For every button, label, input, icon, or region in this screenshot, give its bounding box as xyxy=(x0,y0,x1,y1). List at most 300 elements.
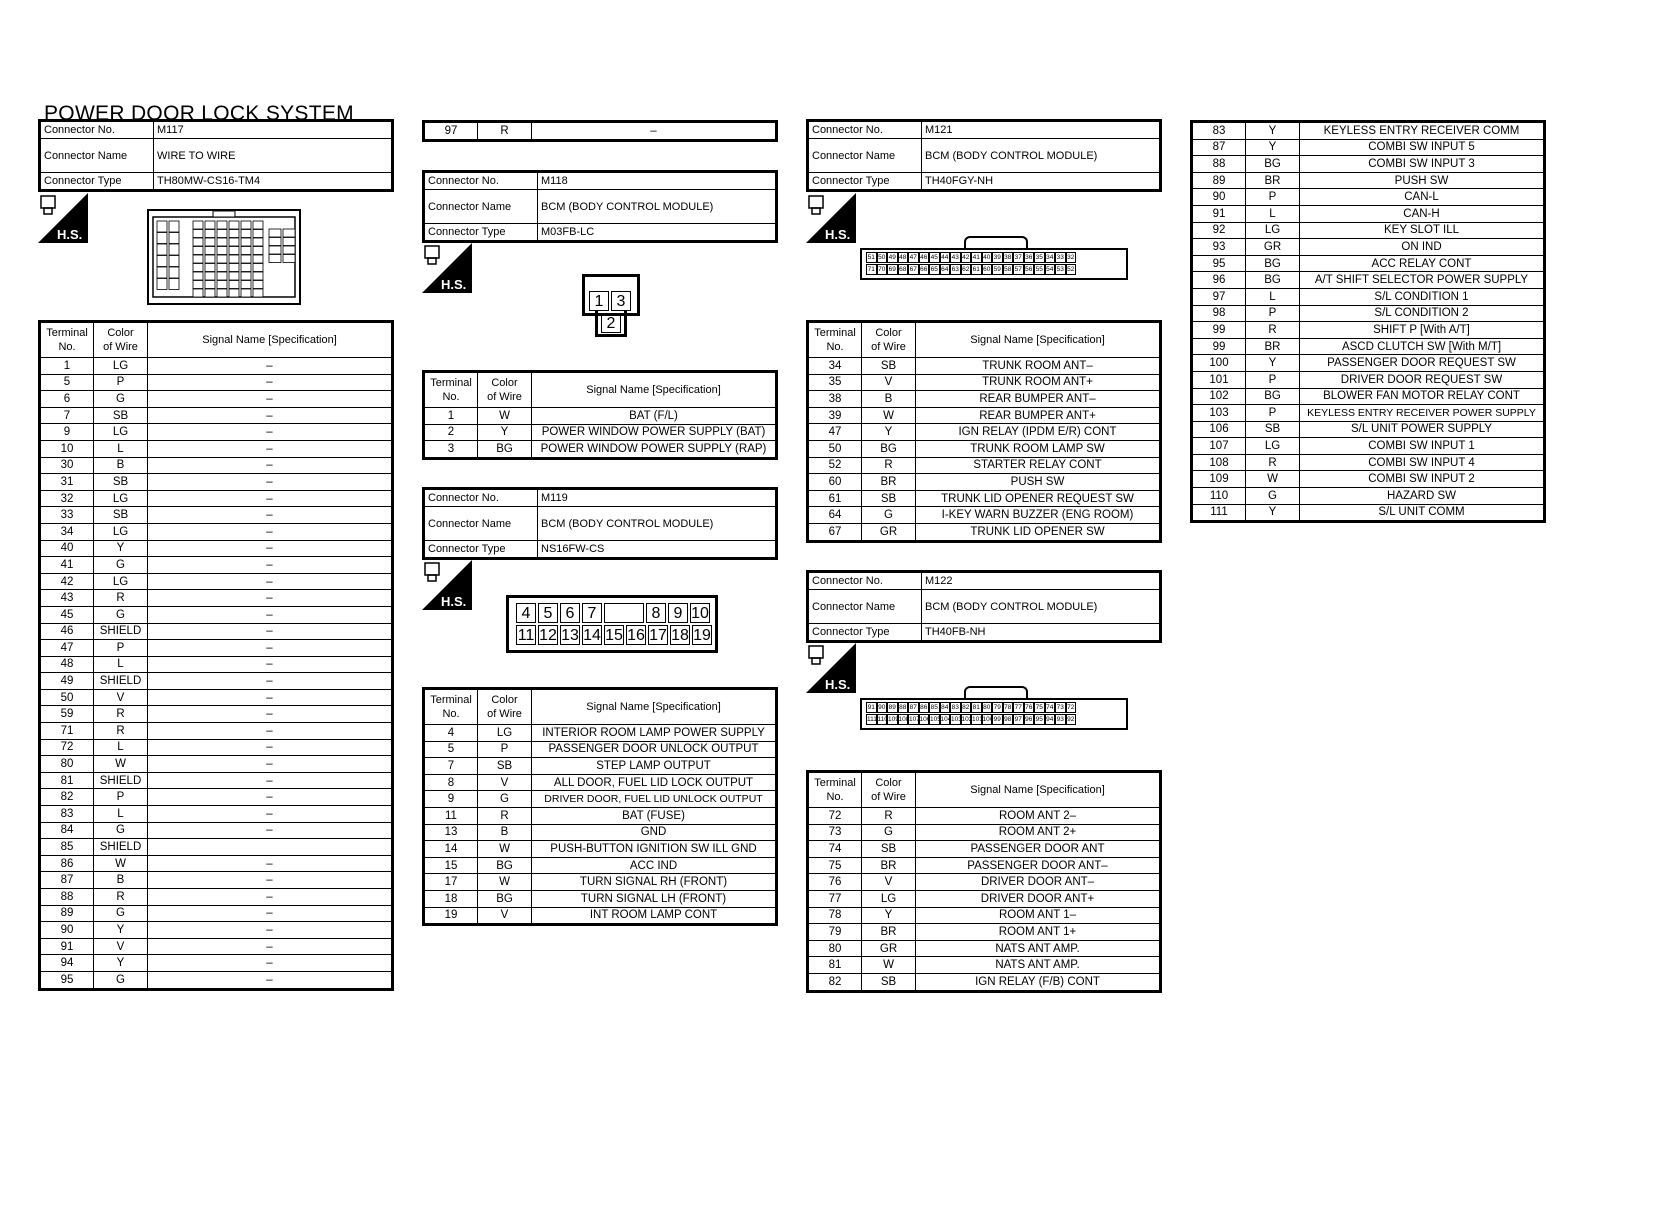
pin: 101 xyxy=(972,716,983,723)
connector-no-value: M117 xyxy=(154,121,393,139)
wire-color: R xyxy=(478,807,532,824)
pin: 76 xyxy=(1025,704,1033,711)
wire-color: G xyxy=(862,507,916,524)
wire-color: SB xyxy=(862,490,916,507)
signal-name xyxy=(148,839,393,856)
table-row xyxy=(40,706,393,723)
wire-color: LG xyxy=(94,358,148,375)
table-row xyxy=(1192,255,1545,272)
wire-color: LG xyxy=(1246,438,1300,455)
wire-color: BG xyxy=(1246,255,1300,272)
wire-color: GR xyxy=(862,523,916,541)
signal-name: PASSENGER DOOR REQUEST SW xyxy=(1300,355,1545,372)
table-row xyxy=(808,424,1161,441)
label-connector-name: Connector Name xyxy=(808,139,922,173)
signal-name: REAR BUMPER ANT– xyxy=(916,391,1161,408)
pin-cavity xyxy=(253,289,263,297)
pin-cavity xyxy=(253,221,263,229)
pin: 53 xyxy=(1056,266,1064,273)
terminal-no: 72 xyxy=(808,808,862,825)
table-row xyxy=(424,122,777,141)
pin: 77 xyxy=(1014,704,1022,711)
signal-name: – xyxy=(148,358,393,375)
pin: 33 xyxy=(1056,254,1064,261)
wire-color: BG xyxy=(1246,388,1300,405)
table-row xyxy=(1192,305,1545,322)
label-connector-name: Connector Name xyxy=(808,590,922,624)
pin: 58 xyxy=(1004,266,1012,273)
wire-color: SB xyxy=(1246,421,1300,438)
signal-name: BAT (F/L) xyxy=(532,408,777,425)
terminal-no: 72 xyxy=(40,739,94,756)
pin-cavity xyxy=(157,221,167,232)
header-terminal-no: Terminal No. xyxy=(808,322,862,358)
pin: 103 xyxy=(951,716,962,723)
pin: 42 xyxy=(962,254,970,261)
wire-color: LG xyxy=(862,890,916,907)
terminal-table-m121 xyxy=(806,320,1162,543)
wire-color: L xyxy=(1246,288,1300,305)
terminal-no: 1 xyxy=(40,358,94,375)
wire-color: GR xyxy=(862,940,916,957)
table-row xyxy=(40,822,393,839)
wire-color: SB xyxy=(94,507,148,524)
pin: 111 xyxy=(867,716,877,723)
connector-name-value: BCM (BODY CONTROL MODULE) xyxy=(922,590,1161,624)
svg-text:H.S.: H.S. xyxy=(441,277,467,292)
pin: 16 xyxy=(627,627,645,644)
wire-color: SHIELD xyxy=(94,839,148,856)
signal-name: – xyxy=(148,656,393,673)
table-row xyxy=(40,772,393,789)
pin: 93 xyxy=(1056,716,1064,723)
wire-color: BG xyxy=(1246,156,1300,173)
terminal-no: 13 xyxy=(424,824,478,841)
wire-color: L xyxy=(94,656,148,673)
pin: 52 xyxy=(1067,266,1075,273)
terminal-no: 67 xyxy=(808,523,862,541)
signal-name: – xyxy=(148,739,393,756)
table-row xyxy=(424,907,777,925)
table-row xyxy=(40,640,393,657)
pin-cavity xyxy=(253,247,263,255)
signal-name: – xyxy=(148,407,393,424)
terminal-no: 34 xyxy=(40,523,94,540)
connector-type-value: TH40FB-NH xyxy=(922,624,1161,642)
pin-cavity xyxy=(283,229,295,237)
table-row xyxy=(40,971,393,989)
terminal-table-m122 xyxy=(806,770,1162,993)
terminal-no: 83 xyxy=(1192,122,1246,140)
connector-diagram-m122 xyxy=(860,686,1128,730)
pin: 49 xyxy=(888,254,896,261)
table-row xyxy=(1192,504,1545,522)
terminal-no: 109 xyxy=(1192,471,1246,488)
connector-no-value: M121 xyxy=(922,121,1161,139)
signal-name: ON IND xyxy=(1300,239,1545,256)
table-row xyxy=(424,408,777,425)
pin-cavity xyxy=(241,289,251,297)
terminal-no: 80 xyxy=(808,940,862,957)
wire-color: Y xyxy=(1246,355,1300,372)
table-row xyxy=(424,774,777,791)
signal-name: INTERIOR ROOM LAMP POWER SUPPLY xyxy=(532,725,777,742)
pin: 64 xyxy=(941,266,949,273)
wire-color: SB xyxy=(862,841,916,858)
signal-name: DRIVER DOOR, FUEL LID UNLOCK OUTPUT xyxy=(532,791,777,808)
pin-cavity xyxy=(205,255,215,263)
terminal-no: 4 xyxy=(424,725,478,742)
connector-info-m122 xyxy=(806,570,1162,643)
table-row xyxy=(40,590,393,607)
signal-name: – xyxy=(148,756,393,773)
terminal-no: 94 xyxy=(40,955,94,972)
terminal-no: 46 xyxy=(40,623,94,640)
terminal-no: 32 xyxy=(40,490,94,507)
terminal-no: 19 xyxy=(424,907,478,925)
signal-name: – xyxy=(148,689,393,706)
table-row xyxy=(1192,388,1545,405)
terminal-no: 87 xyxy=(1192,139,1246,156)
header-signal-name: Signal Name [Specification] xyxy=(532,372,777,408)
pin: 46 xyxy=(920,254,928,261)
terminal-no: 17 xyxy=(424,874,478,891)
pin: 37 xyxy=(1014,254,1022,261)
pin: 86 xyxy=(920,704,928,711)
wire-color: R xyxy=(94,723,148,740)
signal-name: – xyxy=(148,573,393,590)
signal-name: KEYLESS ENTRY RECEIVER POWER SUPPLY xyxy=(1300,405,1545,422)
wire-color: Y xyxy=(1246,504,1300,522)
pin: 63 xyxy=(951,266,959,273)
signal-name: – xyxy=(148,640,393,657)
wire-color: BG xyxy=(478,441,532,459)
terminal-no: 95 xyxy=(40,971,94,989)
terminal-table-m122-continued xyxy=(1190,120,1546,523)
table-row xyxy=(1192,371,1545,388)
terminal-no: 60 xyxy=(808,474,862,491)
terminal-no: 35 xyxy=(808,374,862,391)
signal-name: STARTER RELAY CONT xyxy=(916,457,1161,474)
terminal-no: 76 xyxy=(808,874,862,891)
wire-color: R xyxy=(1246,322,1300,339)
table-row xyxy=(1192,139,1545,156)
terminal-no: 88 xyxy=(40,889,94,906)
terminal-no: 101 xyxy=(1192,371,1246,388)
table-row xyxy=(40,540,393,557)
pin: 55 xyxy=(1035,266,1043,273)
wire-color: BR xyxy=(1246,338,1300,355)
pin-cavity xyxy=(169,256,179,267)
signal-name: ROOM ANT 2+ xyxy=(916,824,1161,841)
table-row xyxy=(808,857,1161,874)
pin: 56 xyxy=(1025,266,1033,273)
pin-cavity xyxy=(217,238,227,246)
terminal-no: 75 xyxy=(808,857,862,874)
terminal-no: 82 xyxy=(808,973,862,991)
table-row xyxy=(808,457,1161,474)
terminal-no: 91 xyxy=(40,938,94,955)
label-connector-no: Connector No. xyxy=(424,489,538,507)
pin: 41 xyxy=(972,254,980,261)
table-row xyxy=(40,474,393,491)
wire-color: BR xyxy=(1246,172,1300,189)
pin: 73 xyxy=(1056,704,1064,711)
pin: 51 xyxy=(867,254,875,261)
signal-name: IGN RELAY (IPDM E/R) CONT xyxy=(916,424,1161,441)
signal-name: CAN-L xyxy=(1300,189,1545,206)
pin-cavity xyxy=(217,281,227,289)
pin-cavity xyxy=(157,256,167,267)
pin-cavity xyxy=(229,281,239,289)
wire-color: Y xyxy=(94,540,148,557)
terminal-no: 89 xyxy=(1192,172,1246,189)
table-row xyxy=(40,739,393,756)
table-row xyxy=(808,924,1161,941)
terminal-no: 103 xyxy=(1192,405,1246,422)
signal-name: BLOWER FAN MOTOR RELAY CONT xyxy=(1300,388,1545,405)
table-row xyxy=(808,507,1161,524)
pin-cavity xyxy=(169,279,179,290)
signal-name: COMBI SW INPUT 2 xyxy=(1300,471,1545,488)
pin: 19 xyxy=(693,627,711,644)
label-connector-no: Connector No. xyxy=(40,121,154,139)
pin-cavity xyxy=(169,244,179,255)
header-terminal-no: Terminal No. xyxy=(808,772,862,808)
table-row xyxy=(1192,322,1545,339)
table-row xyxy=(40,839,393,856)
table-row xyxy=(40,905,393,922)
pin: 17 xyxy=(649,627,667,644)
table-row xyxy=(424,841,777,858)
signal-name: ROOM ANT 1+ xyxy=(916,924,1161,941)
table-row xyxy=(40,723,393,740)
wire-color: Y xyxy=(862,907,916,924)
pin: 83 xyxy=(951,704,959,711)
pin-cavity xyxy=(217,264,227,272)
pin xyxy=(604,603,644,623)
pin: 70 xyxy=(878,266,886,273)
table-row xyxy=(808,808,1161,825)
pin-cavity xyxy=(229,247,239,255)
wire-color: R xyxy=(478,122,532,141)
signal-name: – xyxy=(148,889,393,906)
pin: 110 xyxy=(877,716,888,723)
pin: 98 xyxy=(1004,716,1012,723)
terminal-no: 81 xyxy=(808,957,862,974)
signal-name: COMBI SW INPUT 3 xyxy=(1300,156,1545,173)
wire-color: L xyxy=(94,806,148,823)
signal-name: POWER WINDOW POWER SUPPLY (BAT) xyxy=(532,424,777,441)
connector-diagram-m119 xyxy=(506,595,718,653)
signal-name: INT ROOM LAMP CONT xyxy=(532,907,777,925)
pin: 14 xyxy=(583,627,601,644)
wire-color: G xyxy=(94,391,148,408)
terminal-no: 7 xyxy=(424,758,478,775)
signal-name: A/T SHIFT SELECTOR POWER SUPPLY xyxy=(1300,272,1545,289)
pin: 5 xyxy=(538,603,558,623)
wire-color: L xyxy=(94,440,148,457)
terminal-no: 50 xyxy=(40,689,94,706)
pin: 69 xyxy=(888,266,896,273)
pin-cavity xyxy=(217,221,227,229)
wire-color: B xyxy=(478,824,532,841)
signal-name: – xyxy=(148,424,393,441)
pin-cavity xyxy=(205,281,215,289)
wire-color: R xyxy=(94,590,148,607)
terminal-no: 106 xyxy=(1192,421,1246,438)
signal-name: – xyxy=(148,789,393,806)
wire-color: W xyxy=(862,407,916,424)
table-row xyxy=(808,841,1161,858)
wire-color: P xyxy=(1246,371,1300,388)
pin-cavity xyxy=(269,246,281,254)
pin-cavity xyxy=(217,289,227,297)
table-row xyxy=(808,907,1161,924)
wire-color: SB xyxy=(478,758,532,775)
connector-name-value: WIRE TO WIRE xyxy=(154,139,393,173)
signal-name: – xyxy=(148,490,393,507)
pin-cavity xyxy=(241,264,251,272)
connector-type-value: M03FB-LC xyxy=(538,224,777,242)
table-row xyxy=(808,440,1161,457)
header-signal-name: Signal Name [Specification] xyxy=(148,322,393,358)
pin-cavity xyxy=(205,247,215,255)
wire-color: V xyxy=(478,907,532,925)
wire-color: L xyxy=(1246,205,1300,222)
wire-color: V xyxy=(94,689,148,706)
harness-side-icon-m118 xyxy=(422,243,472,293)
terminal-no: 40 xyxy=(40,540,94,557)
terminal-no: 45 xyxy=(40,606,94,623)
signal-name: S/L UNIT POWER SUPPLY xyxy=(1300,421,1545,438)
pin: 4 xyxy=(516,603,536,623)
pin-cavity xyxy=(253,255,263,263)
pin-cavity xyxy=(205,289,215,297)
terminal-no: 87 xyxy=(40,872,94,889)
pin-cavity xyxy=(193,272,203,280)
label-connector-type: Connector Type xyxy=(808,173,922,191)
table-row xyxy=(424,791,777,808)
pin-cavity xyxy=(205,264,215,272)
table-row xyxy=(808,874,1161,891)
table-row xyxy=(1192,189,1545,206)
terminal-no: 80 xyxy=(40,756,94,773)
signal-name: ALL DOOR, FUEL LID LOCK OUTPUT xyxy=(532,774,777,791)
signal-name: – xyxy=(148,822,393,839)
table-row xyxy=(40,424,393,441)
pin: 44 xyxy=(941,254,949,261)
wire-color: SHIELD xyxy=(94,623,148,640)
connector-type-value: TH80MW-CS16-TM4 xyxy=(154,173,393,191)
wire-color: W xyxy=(478,874,532,891)
wire-color: W xyxy=(1246,471,1300,488)
terminal-no: 18 xyxy=(424,890,478,907)
pin: 39 xyxy=(993,254,1001,261)
signal-name: TRUNK ROOM LAMP SW xyxy=(916,440,1161,457)
signal-name: BAT (FUSE) xyxy=(532,807,777,824)
table-row xyxy=(1192,122,1545,140)
signal-name: – xyxy=(148,806,393,823)
wire-color: G xyxy=(94,905,148,922)
wire-color: G xyxy=(94,557,148,574)
signal-name: DRIVER DOOR ANT+ xyxy=(916,890,1161,907)
terminal-no: 78 xyxy=(808,907,862,924)
pin: 13 xyxy=(561,627,579,644)
signal-name: – xyxy=(148,922,393,939)
table-row xyxy=(808,374,1161,391)
pin-cavity xyxy=(229,255,239,263)
pin: 71 xyxy=(867,266,875,273)
terminal-no: 91 xyxy=(1192,205,1246,222)
connector-type-value: TH40FGY-NH xyxy=(922,173,1161,191)
pin-cavity xyxy=(157,279,167,290)
table-row xyxy=(424,874,777,891)
table-row xyxy=(1192,172,1545,189)
terminal-no: 47 xyxy=(808,424,862,441)
connector-name-value: BCM (BODY CONTROL MODULE) xyxy=(922,139,1161,173)
terminal-no: 11 xyxy=(424,807,478,824)
table-row xyxy=(1192,405,1545,422)
pin: 61 xyxy=(972,266,980,273)
terminal-no: 5 xyxy=(424,741,478,758)
signal-name: – xyxy=(148,706,393,723)
table-row xyxy=(424,424,777,441)
signal-name: – xyxy=(148,723,393,740)
pin-cavity xyxy=(229,289,239,297)
terminal-no: 83 xyxy=(40,806,94,823)
pin-cavity xyxy=(229,238,239,246)
signal-name: ROOM ANT 2– xyxy=(916,808,1161,825)
wire-color: Y xyxy=(94,955,148,972)
pin: 75 xyxy=(1035,704,1043,711)
harness-side-icon-m117 xyxy=(38,193,88,243)
terminal-no: 2 xyxy=(424,424,478,441)
pin-cavity xyxy=(193,230,203,238)
terminal-no: 111 xyxy=(1192,504,1246,522)
signal-name: KEY SLOT ILL xyxy=(1300,222,1545,239)
pin: 54 xyxy=(1046,266,1054,273)
wire-color: W xyxy=(478,841,532,858)
terminal-no: 74 xyxy=(808,841,862,858)
terminal-no: 79 xyxy=(808,924,862,941)
terminal-table-m119 xyxy=(422,687,778,926)
signal-name: – xyxy=(148,772,393,789)
wire-color: BR xyxy=(862,857,916,874)
pin: 1 xyxy=(589,291,609,311)
pin: 89 xyxy=(888,704,896,711)
pin-cavity xyxy=(241,281,251,289)
wire-color: R xyxy=(862,457,916,474)
pin-cavity xyxy=(253,238,263,246)
signal-name: PUSH SW xyxy=(1300,172,1545,189)
signal-name: TRUNK ROOM ANT– xyxy=(916,358,1161,375)
signal-name: – xyxy=(148,855,393,872)
table-row xyxy=(424,824,777,841)
terminal-no: 59 xyxy=(40,706,94,723)
terminal-no: 95 xyxy=(1192,255,1246,272)
table-row xyxy=(808,973,1161,991)
connector-info-m119 xyxy=(422,487,778,560)
wire-color: LG xyxy=(94,573,148,590)
table-row xyxy=(1192,288,1545,305)
terminal-table-m117 xyxy=(38,320,394,991)
pin: 50 xyxy=(878,254,886,261)
table-row xyxy=(808,490,1161,507)
wire-color: P xyxy=(1246,189,1300,206)
table-row xyxy=(40,490,393,507)
header-terminal-no: Terminal No. xyxy=(424,689,478,725)
